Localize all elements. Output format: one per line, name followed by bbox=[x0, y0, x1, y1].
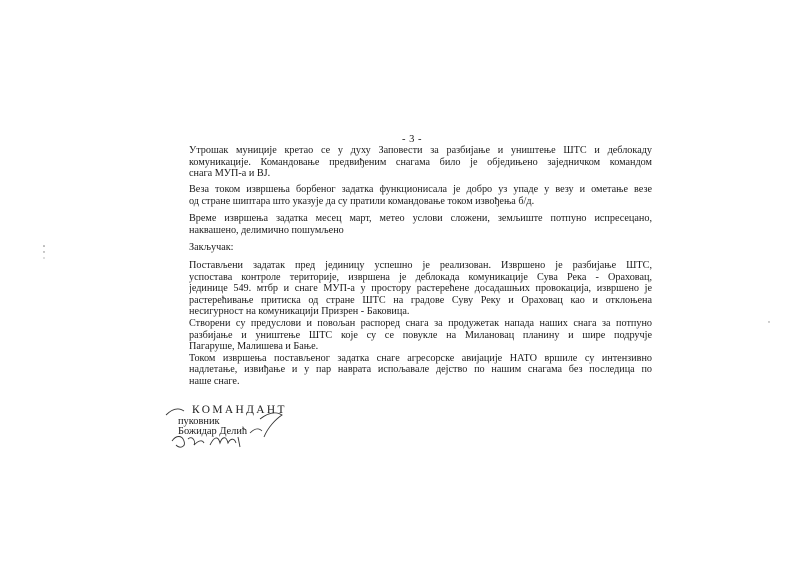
signature-name: Божидар Делић bbox=[178, 426, 248, 437]
text-line: Током извршења постављеног задатка снаге агресорске авијације НАТО вршиле су интензивно bbox=[189, 352, 652, 364]
text-line: наше снаге. bbox=[189, 375, 240, 387]
text-line: Време извршења задатка месец март, метео услови сложени, земљиште потпуно испресецано, bbox=[189, 213, 652, 224]
text-line: растерећивање притиска од стране ШТС на градове Суву Реку и Ораховац као и отклоњена bbox=[189, 294, 652, 306]
signature-rank: пуковник bbox=[178, 416, 220, 427]
text-line: несигурност на комуникацији Призрен - Баковица. bbox=[189, 306, 410, 318]
text-line: разбијање и уништење ШТС које су се повукле на Милановац планину и шире подручје bbox=[189, 329, 652, 341]
text-line: Постављени задатак пред јединицу успешно је реализован. Извршено је разбијање ШТС, bbox=[189, 260, 652, 271]
text-line: Утрошак муниције кретао се у духу Заповести за разбијање и уништење ШТС и деблокаду bbox=[189, 145, 652, 156]
text-line: јединице 549. мтбр и снаге МУП-а у простору растерећене досадашњих провокација, извршено је bbox=[189, 283, 652, 295]
text-line: комуникације. Командовање предвиђеним снагама било је обједињено заједничком командом bbox=[189, 156, 652, 168]
page-number: - 3 - bbox=[402, 134, 422, 145]
text-line: Пагаруше, Малишева и Бање. bbox=[189, 341, 319, 353]
text-line: надлетање, извиђање и у пар наврата испољавале дејство по нашим снагама без последица по bbox=[189, 364, 652, 376]
text-line: снага МУП-а и ВЈ. bbox=[189, 168, 271, 180]
signature-title: КОМАНДАНТ bbox=[192, 404, 287, 416]
text-line: Створени су предуслови и повољан распоред снага за продужетак напада наших снага за потпуно bbox=[189, 317, 652, 329]
text-line: од стране шиптара што указује да су пратили командовање током извођења б/д. bbox=[189, 195, 535, 207]
text-line: Закључак: bbox=[189, 242, 234, 253]
text-line: успостава контроле територије, извршена је деблокада комуникације Сува Река - Ораховац, bbox=[189, 271, 652, 283]
text-line: наквашено, делимично пошумљено bbox=[189, 224, 344, 236]
text-line: Веза током извршења борбеног задатка функционисала је добро уз упаде у везу и ометање везе bbox=[189, 184, 652, 195]
